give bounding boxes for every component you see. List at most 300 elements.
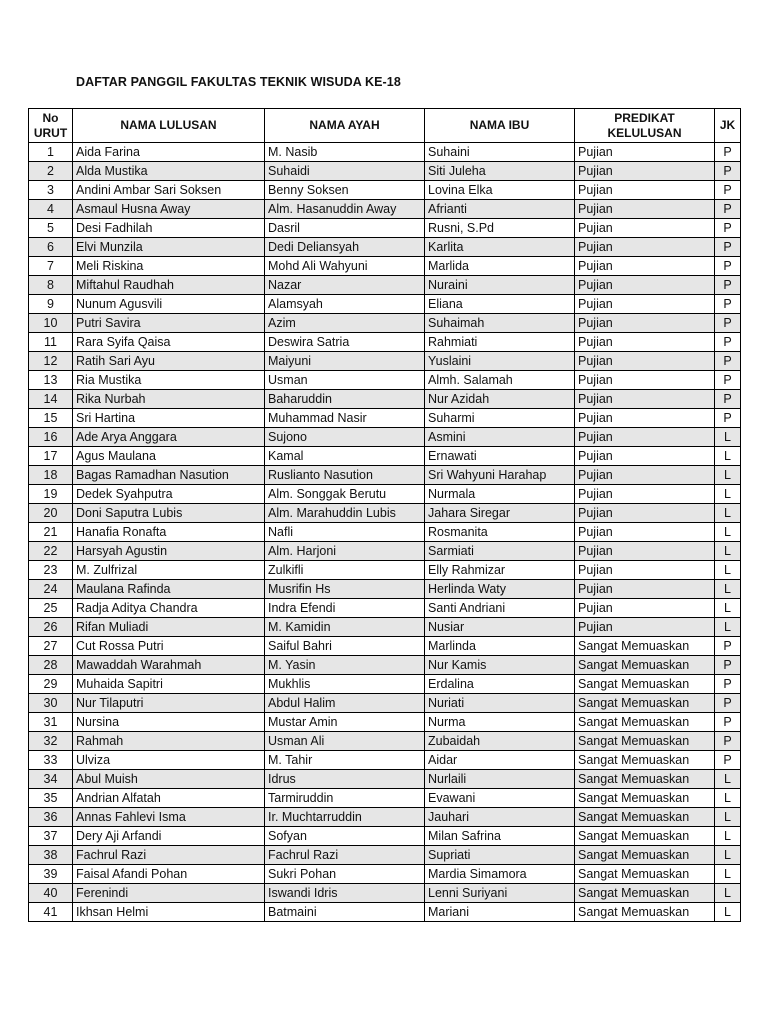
- cell-nama-lulusan: Nunum Agusvili: [73, 295, 265, 314]
- cell-nama-ibu: Lenni Suriyani: [425, 884, 575, 903]
- cell-jk: L: [715, 618, 741, 637]
- table-row: [29, 884, 741, 903]
- cell-nama-lulusan: Elvi Munzila: [73, 238, 265, 257]
- cell-no: 39: [29, 865, 73, 884]
- table-row: [29, 162, 741, 181]
- cell-nama-ibu: Herlinda Waty: [425, 580, 575, 599]
- cell-jk: P: [715, 713, 741, 732]
- cell-predikat: Pujian: [575, 219, 715, 238]
- cell-jk: P: [715, 162, 741, 181]
- cell-nama-lulusan: Cut Rossa Putri: [73, 637, 265, 656]
- table-row: [29, 428, 741, 447]
- table-row: [29, 827, 741, 846]
- cell-jk: P: [715, 295, 741, 314]
- table-row: [29, 485, 741, 504]
- cell-jk: P: [715, 732, 741, 751]
- cell-jk: P: [715, 637, 741, 656]
- cell-nama-lulusan: Mawaddah Warahmah: [73, 656, 265, 675]
- cell-no: 34: [29, 770, 73, 789]
- cell-predikat: Pujian: [575, 181, 715, 200]
- cell-nama-lulusan: Agus Maulana: [73, 447, 265, 466]
- cell-no: 1: [29, 143, 73, 162]
- cell-nama-ibu: Nuriati: [425, 694, 575, 713]
- cell-nama-ayah: Mohd Ali Wahyuni: [265, 257, 425, 276]
- cell-predikat: Sangat Memuaskan: [575, 903, 715, 922]
- cell-predikat: Pujian: [575, 257, 715, 276]
- cell-predikat: Sangat Memuaskan: [575, 884, 715, 903]
- cell-jk: P: [715, 371, 741, 390]
- cell-jk: P: [715, 257, 741, 276]
- cell-nama-ayah: Mukhlis: [265, 675, 425, 694]
- cell-predikat: Pujian: [575, 371, 715, 390]
- cell-nama-ibu: Eliana: [425, 295, 575, 314]
- cell-no: 15: [29, 409, 73, 428]
- cell-nama-lulusan: Rika Nurbah: [73, 390, 265, 409]
- cell-nama-lulusan: Asmaul Husna Away: [73, 200, 265, 219]
- cell-nama-ibu: Erdalina: [425, 675, 575, 694]
- table-row: [29, 618, 741, 637]
- cell-jk: L: [715, 504, 741, 523]
- cell-predikat: Sangat Memuaskan: [575, 827, 715, 846]
- cell-no: 4: [29, 200, 73, 219]
- cell-nama-lulusan: Faisal Afandi Pohan: [73, 865, 265, 884]
- cell-predikat: Sangat Memuaskan: [575, 751, 715, 770]
- cell-predikat: Pujian: [575, 200, 715, 219]
- cell-no: 40: [29, 884, 73, 903]
- cell-nama-ibu: Rahmiati: [425, 333, 575, 352]
- cell-nama-ayah: Fachrul Razi: [265, 846, 425, 865]
- table-row: [29, 409, 741, 428]
- cell-no: 9: [29, 295, 73, 314]
- cell-predikat: Pujian: [575, 390, 715, 409]
- header-predikat-kelulusan: [575, 109, 715, 143]
- cell-predikat: Pujian: [575, 618, 715, 637]
- cell-nama-ayah: Kamal: [265, 447, 425, 466]
- cell-nama-ayah: Nafli: [265, 523, 425, 542]
- cell-nama-lulusan: M. Zulfrizal: [73, 561, 265, 580]
- cell-jk: L: [715, 865, 741, 884]
- cell-jk: L: [715, 827, 741, 846]
- cell-nama-ayah: Alm. Harjoni: [265, 542, 425, 561]
- cell-nama-ibu: Supriati: [425, 846, 575, 865]
- cell-no: 13: [29, 371, 73, 390]
- cell-predikat: Sangat Memuaskan: [575, 675, 715, 694]
- cell-predikat: Sangat Memuaskan: [575, 694, 715, 713]
- table-row: [29, 371, 741, 390]
- cell-predikat: Pujian: [575, 523, 715, 542]
- table-header: [29, 109, 741, 143]
- cell-nama-lulusan: Harsyah Agustin: [73, 542, 265, 561]
- table-row: [29, 219, 741, 238]
- table-row: [29, 675, 741, 694]
- cell-nama-lulusan: Andrian Alfatah: [73, 789, 265, 808]
- cell-no: 7: [29, 257, 73, 276]
- cell-nama-ayah: Benny Soksen: [265, 181, 425, 200]
- cell-predikat: Sangat Memuaskan: [575, 789, 715, 808]
- cell-jk: P: [715, 238, 741, 257]
- header-nama-lulusan: NAMA LULUSAN: [73, 109, 265, 143]
- cell-nama-ibu: Yuslaini: [425, 352, 575, 371]
- cell-nama-ibu: Rosmanita: [425, 523, 575, 542]
- cell-predikat: Pujian: [575, 447, 715, 466]
- cell-nama-ayah: Indra Efendi: [265, 599, 425, 618]
- cell-nama-lulusan: Abul Muish: [73, 770, 265, 789]
- cell-no: 5: [29, 219, 73, 238]
- cell-nama-ibu: Sarmiati: [425, 542, 575, 561]
- cell-predikat: Sangat Memuaskan: [575, 808, 715, 827]
- document-title: DAFTAR PANGGIL FAKULTAS TEKNIK WISUDA KE-18: [76, 75, 401, 89]
- cell-nama-lulusan: Fachrul Razi: [73, 846, 265, 865]
- cell-predikat: Pujian: [575, 428, 715, 447]
- cell-nama-lulusan: Miftahul Raudhah: [73, 276, 265, 295]
- cell-nama-ayah: Tarmiruddin: [265, 789, 425, 808]
- cell-nama-lulusan: Muhaida Sapitri: [73, 675, 265, 694]
- cell-nama-ibu: Elly Rahmizar: [425, 561, 575, 580]
- cell-nama-ibu: Nusiar: [425, 618, 575, 637]
- cell-jk: L: [715, 523, 741, 542]
- cell-jk: P: [715, 352, 741, 371]
- cell-jk: P: [715, 694, 741, 713]
- table-row: [29, 808, 741, 827]
- cell-no: 41: [29, 903, 73, 922]
- cell-nama-ayah: Deswira Satria: [265, 333, 425, 352]
- cell-nama-lulusan: Maulana Rafinda: [73, 580, 265, 599]
- cell-jk: L: [715, 561, 741, 580]
- cell-no: 24: [29, 580, 73, 599]
- table-row: [29, 656, 741, 675]
- cell-nama-ibu: Marlida: [425, 257, 575, 276]
- cell-no: 26: [29, 618, 73, 637]
- table-row: [29, 846, 741, 865]
- cell-nama-ayah: M. Tahir: [265, 751, 425, 770]
- table-body: [29, 143, 741, 922]
- header-predikat-line1: PREDIKAT: [614, 110, 675, 125]
- table-row: [29, 599, 741, 618]
- cell-nama-ibu: Mariani: [425, 903, 575, 922]
- table-row: [29, 295, 741, 314]
- cell-nama-lulusan: Dedek Syahputra: [73, 485, 265, 504]
- header-no-line1: No: [42, 110, 59, 125]
- cell-nama-ayah: M. Nasib: [265, 143, 425, 162]
- cell-nama-ayah: Usman: [265, 371, 425, 390]
- cell-nama-lulusan: Ade Arya Anggara: [73, 428, 265, 447]
- cell-nama-lulusan: Rifan Muliadi: [73, 618, 265, 637]
- cell-no: 32: [29, 732, 73, 751]
- cell-jk: L: [715, 580, 741, 599]
- header-nama-ibu: NAMA IBU: [425, 109, 575, 143]
- cell-nama-ayah: Dasril: [265, 219, 425, 238]
- cell-no: 6: [29, 238, 73, 257]
- cell-nama-ayah: M. Kamidin: [265, 618, 425, 637]
- cell-nama-ayah: Alamsyah: [265, 295, 425, 314]
- cell-nama-lulusan: Ulviza: [73, 751, 265, 770]
- cell-no: 20: [29, 504, 73, 523]
- cell-nama-lulusan: Sri Hartina: [73, 409, 265, 428]
- cell-no: 30: [29, 694, 73, 713]
- cell-nama-lulusan: Rara Syifa Qaisa: [73, 333, 265, 352]
- cell-nama-lulusan: Radja Aditya Chandra: [73, 599, 265, 618]
- cell-nama-ibu: Aidar: [425, 751, 575, 770]
- cell-predikat: Pujian: [575, 561, 715, 580]
- cell-predikat: Sangat Memuaskan: [575, 713, 715, 732]
- cell-nama-ibu: Suhaini: [425, 143, 575, 162]
- cell-nama-ayah: Suhaidi: [265, 162, 425, 181]
- cell-predikat: Pujian: [575, 295, 715, 314]
- cell-jk: L: [715, 903, 741, 922]
- table-row: [29, 143, 741, 162]
- cell-predikat: Pujian: [575, 466, 715, 485]
- table-row: [29, 865, 741, 884]
- cell-nama-ibu: Afrianti: [425, 200, 575, 219]
- cell-nama-ibu: Milan Safrina: [425, 827, 575, 846]
- cell-jk: P: [715, 314, 741, 333]
- cell-nama-lulusan: Putri Savira: [73, 314, 265, 333]
- cell-no: 10: [29, 314, 73, 333]
- table-row: [29, 751, 741, 770]
- cell-no: 12: [29, 352, 73, 371]
- cell-predikat: Pujian: [575, 333, 715, 352]
- table-row: [29, 694, 741, 713]
- cell-nama-ibu: Suhaimah: [425, 314, 575, 333]
- cell-nama-ayah: Dedi Deliansyah: [265, 238, 425, 257]
- table-row: [29, 238, 741, 257]
- cell-no: 28: [29, 656, 73, 675]
- cell-nama-ibu: Nur Azidah: [425, 390, 575, 409]
- cell-no: 18: [29, 466, 73, 485]
- cell-jk: P: [715, 181, 741, 200]
- cell-nama-ibu: Nurlaili: [425, 770, 575, 789]
- cell-predikat: Pujian: [575, 238, 715, 257]
- cell-nama-lulusan: Ratih Sari Ayu: [73, 352, 265, 371]
- cell-no: 3: [29, 181, 73, 200]
- cell-nama-lulusan: Meli Riskina: [73, 257, 265, 276]
- cell-nama-lulusan: Nur Tilaputri: [73, 694, 265, 713]
- cell-nama-ibu: Lovina Elka: [425, 181, 575, 200]
- cell-nama-ibu: Nurmala: [425, 485, 575, 504]
- header-nama-ayah: NAMA AYAH: [265, 109, 425, 143]
- cell-nama-ayah: Muhammad Nasir: [265, 409, 425, 428]
- cell-nama-ibu: Rusni, S.Pd: [425, 219, 575, 238]
- header-no-urut: [29, 109, 73, 143]
- table-row: [29, 390, 741, 409]
- cell-nama-ayah: Alm. Hasanuddin Away: [265, 200, 425, 219]
- cell-nama-ibu: Jauhari: [425, 808, 575, 827]
- table-row: [29, 257, 741, 276]
- cell-jk: L: [715, 808, 741, 827]
- cell-nama-ayah: Ruslianto Nasution: [265, 466, 425, 485]
- cell-no: 29: [29, 675, 73, 694]
- cell-predikat: Pujian: [575, 542, 715, 561]
- cell-nama-ayah: Usman Ali: [265, 732, 425, 751]
- cell-nama-ayah: Sukri Pohan: [265, 865, 425, 884]
- cell-no: 38: [29, 846, 73, 865]
- table-row: [29, 466, 741, 485]
- cell-jk: P: [715, 656, 741, 675]
- cell-nama-lulusan: Doni Saputra Lubis: [73, 504, 265, 523]
- cell-nama-ibu: Evawani: [425, 789, 575, 808]
- cell-nama-lulusan: Alda Mustika: [73, 162, 265, 181]
- cell-nama-ayah: M. Yasin: [265, 656, 425, 675]
- cell-nama-ibu: Asmini: [425, 428, 575, 447]
- cell-no: 22: [29, 542, 73, 561]
- cell-no: 11: [29, 333, 73, 352]
- cell-predikat: Pujian: [575, 599, 715, 618]
- cell-nama-ayah: Mustar Amin: [265, 713, 425, 732]
- cell-no: 21: [29, 523, 73, 542]
- cell-predikat: Sangat Memuaskan: [575, 846, 715, 865]
- cell-nama-ayah: Alm. Marahuddin Lubis: [265, 504, 425, 523]
- cell-jk: P: [715, 390, 741, 409]
- cell-nama-ayah: Sofyan: [265, 827, 425, 846]
- cell-jk: L: [715, 466, 741, 485]
- cell-nama-ayah: Batmaini: [265, 903, 425, 922]
- cell-predikat: Pujian: [575, 409, 715, 428]
- cell-jk: L: [715, 485, 741, 504]
- cell-jk: P: [715, 219, 741, 238]
- cell-nama-ibu: Marlinda: [425, 637, 575, 656]
- cell-jk: P: [715, 675, 741, 694]
- cell-predikat: Pujian: [575, 143, 715, 162]
- cell-nama-ibu: Karlita: [425, 238, 575, 257]
- table-row: [29, 789, 741, 808]
- cell-nama-lulusan: Bagas Ramadhan Nasution: [73, 466, 265, 485]
- cell-jk: P: [715, 143, 741, 162]
- table-row: [29, 276, 741, 295]
- table-row: [29, 637, 741, 656]
- cell-nama-lulusan: Hanafia Ronafta: [73, 523, 265, 542]
- cell-nama-ayah: Saiful Bahri: [265, 637, 425, 656]
- cell-nama-lulusan: Desi Fadhilah: [73, 219, 265, 238]
- cell-predikat: Sangat Memuaskan: [575, 732, 715, 751]
- cell-jk: P: [715, 333, 741, 352]
- header-predikat-line2: KELULUSAN: [607, 125, 682, 140]
- cell-predikat: Sangat Memuaskan: [575, 865, 715, 884]
- cell-jk: L: [715, 542, 741, 561]
- cell-nama-ayah: Ir. Muchtarruddin: [265, 808, 425, 827]
- cell-no: 27: [29, 637, 73, 656]
- cell-nama-lulusan: Ferenindi: [73, 884, 265, 903]
- cell-jk: L: [715, 447, 741, 466]
- cell-nama-lulusan: Andini Ambar Sari Soksen: [73, 181, 265, 200]
- header-no-line2: URUT: [33, 125, 68, 140]
- cell-nama-ayah: Sujono: [265, 428, 425, 447]
- table-row: [29, 523, 741, 542]
- cell-predikat: Sangat Memuaskan: [575, 656, 715, 675]
- cell-jk: P: [715, 409, 741, 428]
- cell-nama-ibu: Nuraini: [425, 276, 575, 295]
- graduates-table: [28, 108, 741, 922]
- cell-nama-ayah: Alm. Songgak Berutu: [265, 485, 425, 504]
- cell-nama-lulusan: Nursina: [73, 713, 265, 732]
- cell-no: 25: [29, 599, 73, 618]
- cell-no: 23: [29, 561, 73, 580]
- cell-nama-ayah: Nazar: [265, 276, 425, 295]
- cell-nama-ayah: Azim: [265, 314, 425, 333]
- cell-no: 2: [29, 162, 73, 181]
- table-row: [29, 200, 741, 219]
- cell-nama-ayah: Musrifin Hs: [265, 580, 425, 599]
- cell-predikat: Pujian: [575, 314, 715, 333]
- cell-nama-ibu: Nurma: [425, 713, 575, 732]
- table-row: [29, 770, 741, 789]
- cell-predikat: Pujian: [575, 485, 715, 504]
- cell-nama-ayah: Zulkifli: [265, 561, 425, 580]
- cell-jk: P: [715, 751, 741, 770]
- cell-jk: P: [715, 200, 741, 219]
- cell-jk: L: [715, 428, 741, 447]
- cell-nama-ayah: Abdul Halim: [265, 694, 425, 713]
- cell-nama-lulusan: Ria Mustika: [73, 371, 265, 390]
- table-row: [29, 542, 741, 561]
- cell-jk: L: [715, 770, 741, 789]
- cell-jk: P: [715, 276, 741, 295]
- cell-no: 36: [29, 808, 73, 827]
- cell-nama-ibu: Siti Juleha: [425, 162, 575, 181]
- cell-nama-ibu: Nur Kamis: [425, 656, 575, 675]
- cell-nama-ibu: Sri Wahyuni Harahap: [425, 466, 575, 485]
- cell-predikat: Pujian: [575, 504, 715, 523]
- table-row: [29, 713, 741, 732]
- table-row: [29, 181, 741, 200]
- cell-nama-ibu: Santi Andriani: [425, 599, 575, 618]
- cell-nama-ibu: Almh. Salamah: [425, 371, 575, 390]
- cell-no: 37: [29, 827, 73, 846]
- cell-nama-ayah: Baharuddin: [265, 390, 425, 409]
- cell-nama-lulusan: Rahmah: [73, 732, 265, 751]
- cell-nama-ibu: Mardia Simamora: [425, 865, 575, 884]
- cell-no: 14: [29, 390, 73, 409]
- cell-no: 19: [29, 485, 73, 504]
- cell-no: 16: [29, 428, 73, 447]
- cell-predikat: Pujian: [575, 276, 715, 295]
- table-row: [29, 447, 741, 466]
- cell-predikat: Pujian: [575, 352, 715, 371]
- header-row: [29, 109, 741, 143]
- table-row: [29, 561, 741, 580]
- table-row: [29, 580, 741, 599]
- table-row: [29, 732, 741, 751]
- cell-no: 33: [29, 751, 73, 770]
- cell-no: 17: [29, 447, 73, 466]
- cell-no: 31: [29, 713, 73, 732]
- cell-nama-ayah: Iswandi Idris: [265, 884, 425, 903]
- cell-jk: L: [715, 789, 741, 808]
- cell-nama-lulusan: Aida Farina: [73, 143, 265, 162]
- cell-nama-ayah: Idrus: [265, 770, 425, 789]
- cell-jk: L: [715, 884, 741, 903]
- cell-no: 8: [29, 276, 73, 295]
- cell-nama-lulusan: Dery Aji Arfandi: [73, 827, 265, 846]
- cell-nama-lulusan: Annas Fahlevi Isma: [73, 808, 265, 827]
- cell-jk: L: [715, 599, 741, 618]
- table-row: [29, 333, 741, 352]
- cell-predikat: Pujian: [575, 580, 715, 599]
- header-jk: JK: [715, 109, 741, 143]
- cell-nama-ibu: Ernawati: [425, 447, 575, 466]
- cell-nama-ibu: Suharmi: [425, 409, 575, 428]
- table-row: [29, 903, 741, 922]
- table-row: [29, 314, 741, 333]
- cell-nama-lulusan: Ikhsan Helmi: [73, 903, 265, 922]
- cell-jk: L: [715, 846, 741, 865]
- cell-predikat: Sangat Memuaskan: [575, 637, 715, 656]
- cell-predikat: Sangat Memuaskan: [575, 770, 715, 789]
- cell-predikat: Pujian: [575, 162, 715, 181]
- cell-no: 35: [29, 789, 73, 808]
- cell-nama-ibu: Zubaidah: [425, 732, 575, 751]
- cell-nama-ibu: Jahara Siregar: [425, 504, 575, 523]
- table-row: [29, 352, 741, 371]
